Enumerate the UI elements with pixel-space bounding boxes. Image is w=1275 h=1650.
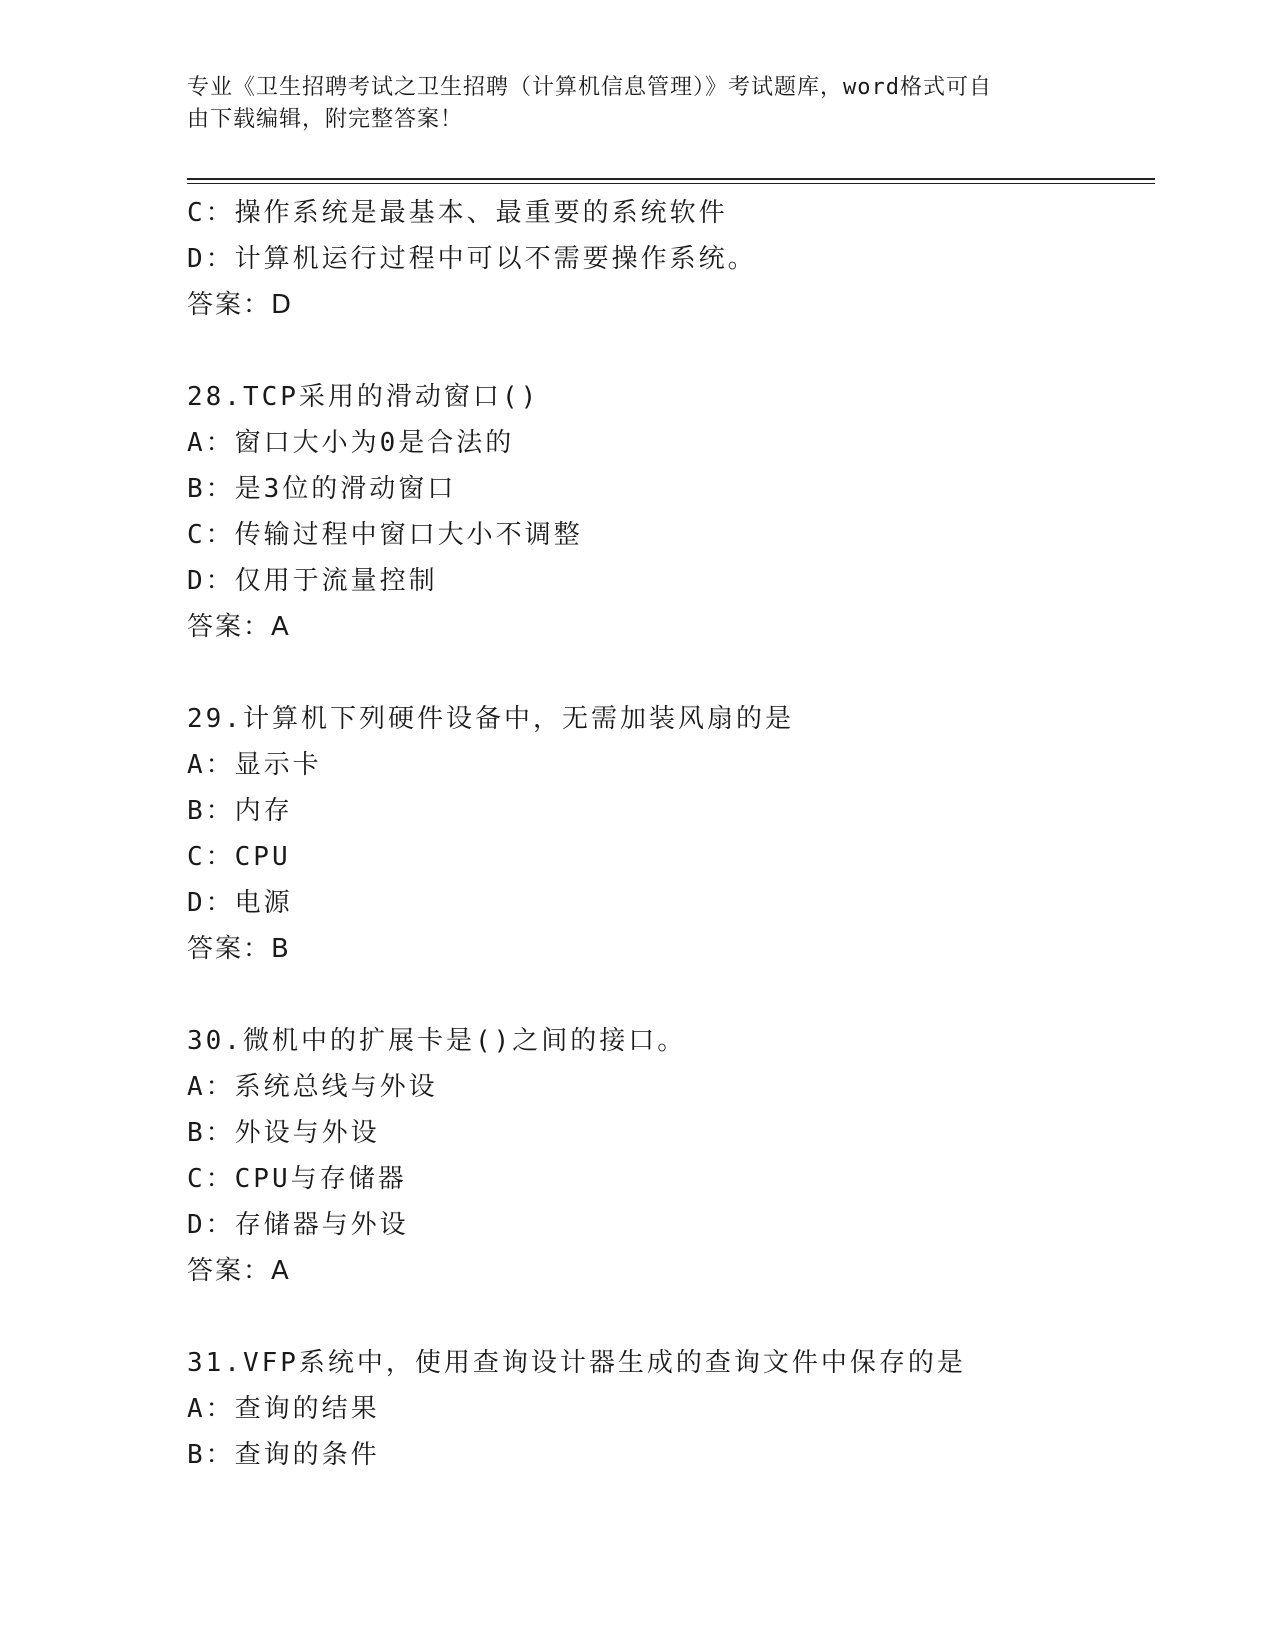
option-b: B：内存 [187, 796, 293, 826]
header-divider-bottom [187, 183, 1155, 184]
question-27-continued [187, 190, 1147, 328]
question-31 [187, 1340, 1147, 1478]
question-30 [187, 1018, 1147, 1294]
question-stem: 28.TCP采用的滑动窗口() [187, 382, 540, 412]
option-b: B：外设与外设 [187, 1118, 380, 1148]
answer-line: 答案：D [187, 290, 294, 320]
option-d: D：电源 [187, 888, 293, 918]
header-divider-top [187, 178, 1155, 180]
question-29 [187, 696, 1147, 972]
option-b: B：是3位的滑动窗口 [187, 474, 457, 504]
header-line-2: 由下载编辑，附完整答案！ [187, 107, 464, 132]
option-d: D：仅用于流量控制 [187, 566, 438, 596]
option-a: A：窗口大小为0是合法的 [187, 428, 515, 458]
option-c: C：传输过程中窗口大小不调整 [187, 520, 583, 550]
option-b: B：查询的条件 [187, 1440, 380, 1470]
question-stem: 30.微机中的扩展卡是()之间的接口。 [187, 1026, 687, 1056]
answer-line: 答案：A [187, 1256, 291, 1286]
option-a: A：查询的结果 [187, 1394, 380, 1424]
answer-line: 答案：B [187, 934, 291, 964]
option-c: C：CPU与存储器 [187, 1164, 407, 1194]
question-28 [187, 374, 1147, 650]
option-a: A：系统总线与外设 [187, 1072, 438, 1102]
option-c: C：CPU [187, 842, 291, 872]
question-stem: 29.计算机下列硬件设备中，无需加装风扇的是 [187, 704, 794, 734]
option-d: D：存储器与外设 [187, 1210, 409, 1240]
header-line-1: 专业《卫生招聘考试之卫生招聘（计算机信息管理）》考试题库，word格式可自 [187, 75, 992, 100]
question-stem: 31.VFP系统中，使用查询设计器生成的查询文件中保存的是 [187, 1348, 966, 1378]
option-c: C：操作系统是最基本、最重要的系统软件 [187, 198, 728, 228]
option-d: D：计算机运行过程中可以不需要操作系统。 [187, 244, 757, 274]
answer-line: 答案：A [187, 612, 291, 642]
option-a: A：显示卡 [187, 750, 322, 780]
question-list [187, 190, 1147, 1478]
document-header [187, 72, 1087, 136]
